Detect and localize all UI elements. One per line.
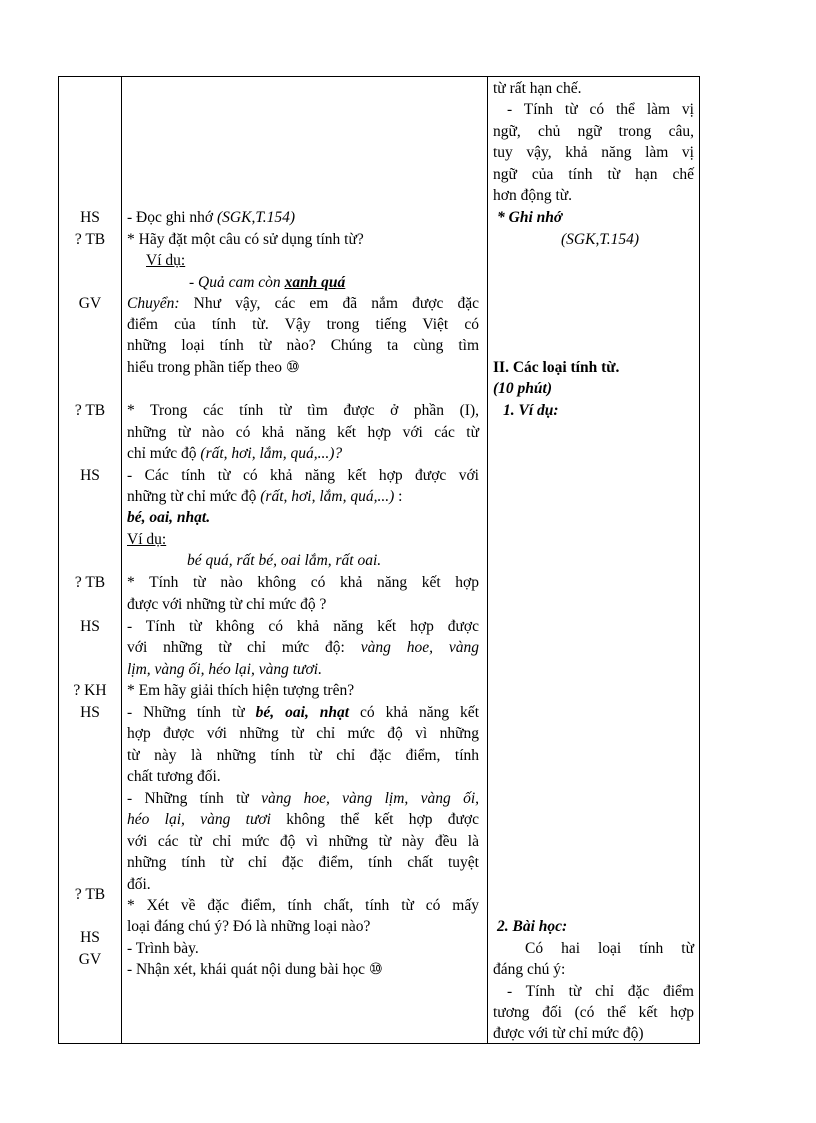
column-divider-1 [121,77,122,1043]
activity-line: những từ nào có khả năng kết hợp với các từ [127,424,479,441]
activity-line: những loại tính từ nào? Chúng ta cùng tìm [127,337,479,354]
section-heading: II. Các loại tính từ. [493,359,620,376]
activity-line: điểm của tính từ. Vậy trong tiếng Việt có [127,316,479,333]
activity-line: Chuyển: Như vậy, các em đã nắm được đặc [127,295,479,312]
activity-line: từ này là những tính từ chỉ đặc điểm, tính [127,747,479,764]
activity-line: chất tương đối. [127,768,221,785]
lesson-plan-table [58,76,700,1044]
content-line: ngữ, chủ ngữ trong câu, [493,123,694,140]
activity-line: hợp được với những từ chỉ mức độ vì những [127,725,479,742]
activity-line: - Những tính từ vàng hoe, vàng lịm, vàng ối, [127,790,479,807]
example-heading: Ví dụ: [146,252,186,269]
activity-line: * Em hãy giải thích hiện tượng trên? [127,682,355,699]
role-label: HS [80,467,100,484]
activity-line: những tính từ chỉ đặc điểm, tính chất tuyệt [127,854,479,871]
activity-line: - Nhận xét, khái quát nội dung bài học ⑩ [127,961,383,978]
content-line: tuy vậy, khả năng làm vị [493,144,694,161]
content-line: tương đối (có thể kết hợp [493,1004,694,1021]
activity-line: * Hãy đặt một câu có sử dụng tính từ? [127,231,364,248]
activity-line: với các từ chỉ mức độ vì những từ này đều là [127,833,479,850]
activity-line: đối. [127,876,151,893]
role-label: GV [78,951,102,968]
example-sentence: - Quả cam còn xanh quá [189,274,346,291]
content-line: từ rất hạn chế. [493,80,582,97]
activity-line: những từ chỉ mức độ (rất, hơi, lắm, quá,...) : [127,488,403,505]
activity-line: bé, oai, nhạt. [127,509,211,526]
activity-line: héo lại, vàng tươi không thể kết hợp được [127,811,480,828]
content-line: ngữ của tính từ hạn chế [493,166,694,183]
content-line: hơn động từ. [493,187,573,204]
content-line: Có hai loại tính từ [525,940,694,957]
column-divider-2 [487,77,488,1043]
subsection-heading: 2. Bài học: [497,918,568,935]
activity-line: chỉ mức độ (rất, hơi, lắm, quá,...)? [127,445,343,462]
content-line: - Tính từ chỉ đặc điểm [507,983,694,1000]
activity-line: * Tính từ nào không có khả năng kết hợp [127,574,479,591]
activity-line: - Các tính từ có khả năng kết hợp được với [127,467,479,484]
role-label: ? TB [74,231,106,248]
content-line: đáng chú ý: [493,961,566,978]
activity-line: - Tính từ không có khả năng kết hợp được [127,618,479,635]
role-label: ? TB [74,886,106,903]
activity-line: - Đọc ghi nhớ (SGK,T.154) [127,209,296,226]
role-label: HS [80,929,100,946]
role-label: ? KH [73,682,107,699]
role-label: ? TB [74,402,106,419]
section-duration: (10 phút) [493,380,552,397]
activity-line: với những từ chỉ mức độ: vàng hoe, vàng [127,639,479,656]
memo-reference: (SGK,T.154) [561,231,640,248]
role-label: HS [80,704,100,721]
role-label: GV [78,295,102,312]
memo-heading: * Ghi nhớ [497,209,563,226]
activity-line: lịm, vàng ối, héo lại, vàng tươi. [127,661,322,678]
activity-line: hiểu trong phần tiếp theo ⑩ [127,359,300,376]
content-line: - Tính từ có thể làm vị [507,101,694,118]
example-heading: Ví dụ: [127,531,167,548]
activity-line: - Những tính từ bé, oai, nhạt có khả năng kết [127,704,479,721]
subsection-heading: 1. Ví dụ: [503,402,559,419]
activity-line: * Xét về đặc điểm, tính chất, tính từ có mấy [127,897,479,914]
example-sentence: bé quá, rất bé, oai lắm, rất oai. [187,552,382,569]
activity-line: - Trình bày. [127,940,199,957]
activity-line: được với những từ chỉ mức độ ? [127,596,327,613]
content-line: được với từ chỉ mức độ) [493,1025,644,1042]
activity-line: loại đáng chú ý? Đó là những loại nào? [127,918,371,935]
role-label: HS [80,209,100,226]
role-label: ? TB [74,574,106,591]
activity-line: * Trong các tính từ tìm được ở phần (I), [127,402,479,419]
role-label: HS [80,618,100,635]
